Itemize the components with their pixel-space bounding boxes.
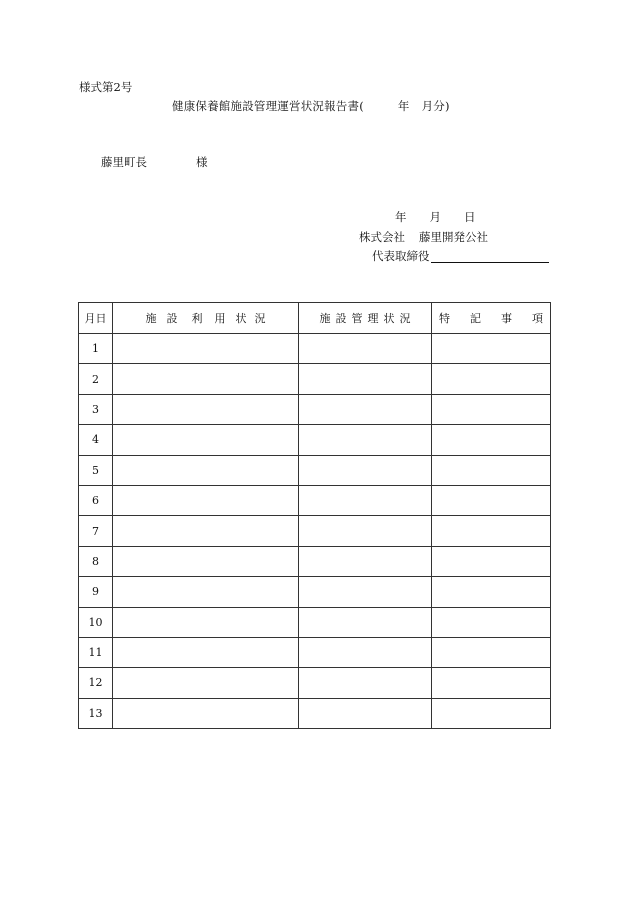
addressee-name: 藤里町長 xyxy=(101,155,147,169)
use-cell[interactable] xyxy=(113,334,299,364)
table-header-row xyxy=(79,303,551,334)
management-cell[interactable] xyxy=(299,425,432,455)
table-row xyxy=(79,668,551,698)
use-cell[interactable] xyxy=(113,607,299,637)
notes-cell[interactable] xyxy=(432,334,551,364)
notes-cell[interactable] xyxy=(432,698,551,728)
representative-line xyxy=(372,251,549,263)
row-day-number: 11 xyxy=(79,637,113,667)
table-row xyxy=(79,546,551,576)
date-day: 日 xyxy=(464,210,476,224)
row-day-number: 12 xyxy=(79,668,113,698)
row-day-number: 1 xyxy=(79,334,113,364)
table-row xyxy=(79,577,551,607)
notes-cell[interactable] xyxy=(432,607,551,637)
table-row xyxy=(79,364,551,394)
management-cell[interactable] xyxy=(299,637,432,667)
notes-cell[interactable] xyxy=(432,364,551,394)
header-special-notes: 特 記 事 項 xyxy=(432,303,551,334)
row-day-number: 3 xyxy=(79,394,113,424)
management-cell[interactable] xyxy=(299,698,432,728)
date-year: 年 xyxy=(395,210,407,224)
row-day-number: 8 xyxy=(79,546,113,576)
report-table xyxy=(78,302,551,729)
management-cell[interactable] xyxy=(299,394,432,424)
management-cell[interactable] xyxy=(299,455,432,485)
use-cell[interactable] xyxy=(113,698,299,728)
use-cell[interactable] xyxy=(113,455,299,485)
title-year-suffix: 年 xyxy=(397,99,410,113)
notes-cell[interactable] xyxy=(432,425,551,455)
notes-cell[interactable] xyxy=(432,455,551,485)
row-day-number: 6 xyxy=(79,485,113,515)
management-cell[interactable] xyxy=(299,546,432,576)
representative-signature-blank[interactable] xyxy=(431,252,549,263)
header-facility-management: 施 設 管 理 状 況 xyxy=(299,303,432,334)
header-facility-use: 施 設 利 用 状 況 xyxy=(113,303,299,334)
use-cell[interactable] xyxy=(113,577,299,607)
table-row xyxy=(79,637,551,667)
notes-cell[interactable] xyxy=(432,485,551,515)
row-day-number: 13 xyxy=(79,698,113,728)
document-title xyxy=(172,101,450,113)
row-day-number: 7 xyxy=(79,516,113,546)
table-row xyxy=(79,698,551,728)
row-day-number: 5 xyxy=(79,455,113,485)
company-type: 株式会社 xyxy=(359,230,405,244)
use-cell[interactable] xyxy=(113,516,299,546)
table-row xyxy=(79,516,551,546)
table-row xyxy=(79,425,551,455)
management-cell[interactable] xyxy=(299,334,432,364)
title-month-suffix: 月分) xyxy=(421,99,450,113)
row-day-number: 9 xyxy=(79,577,113,607)
management-cell[interactable] xyxy=(299,668,432,698)
management-cell[interactable] xyxy=(299,485,432,515)
notes-cell[interactable] xyxy=(432,577,551,607)
title-main: 健康保養館施設管理運営状況報告書( xyxy=(172,99,364,113)
date-line xyxy=(395,212,476,224)
representative-title: 代表取締役 xyxy=(372,249,430,263)
use-cell[interactable] xyxy=(113,364,299,394)
company-name: 藤里開発公社 xyxy=(419,230,488,244)
row-day-number: 2 xyxy=(79,364,113,394)
date-month: 月 xyxy=(429,210,441,224)
table-row xyxy=(79,455,551,485)
management-cell[interactable] xyxy=(299,577,432,607)
management-cell[interactable] xyxy=(299,607,432,637)
table-row xyxy=(79,334,551,364)
management-cell[interactable] xyxy=(299,516,432,546)
notes-cell[interactable] xyxy=(432,637,551,667)
use-cell[interactable] xyxy=(113,425,299,455)
use-cell[interactable] xyxy=(113,394,299,424)
use-cell[interactable] xyxy=(113,668,299,698)
use-cell[interactable] xyxy=(113,485,299,515)
header-day: 月日 xyxy=(79,303,113,334)
table-row xyxy=(79,485,551,515)
notes-cell[interactable] xyxy=(432,668,551,698)
row-day-number: 10 xyxy=(79,607,113,637)
company-line xyxy=(359,232,488,244)
notes-cell[interactable] xyxy=(432,516,551,546)
table-row xyxy=(79,394,551,424)
use-cell[interactable] xyxy=(113,546,299,576)
table-row xyxy=(79,607,551,637)
addressee-honorific: 様 xyxy=(196,155,208,169)
notes-cell[interactable] xyxy=(432,546,551,576)
use-cell[interactable] xyxy=(113,637,299,667)
row-day-number: 4 xyxy=(79,425,113,455)
form-number: 様式第2号 xyxy=(79,80,133,94)
management-cell[interactable] xyxy=(299,364,432,394)
notes-cell[interactable] xyxy=(432,394,551,424)
